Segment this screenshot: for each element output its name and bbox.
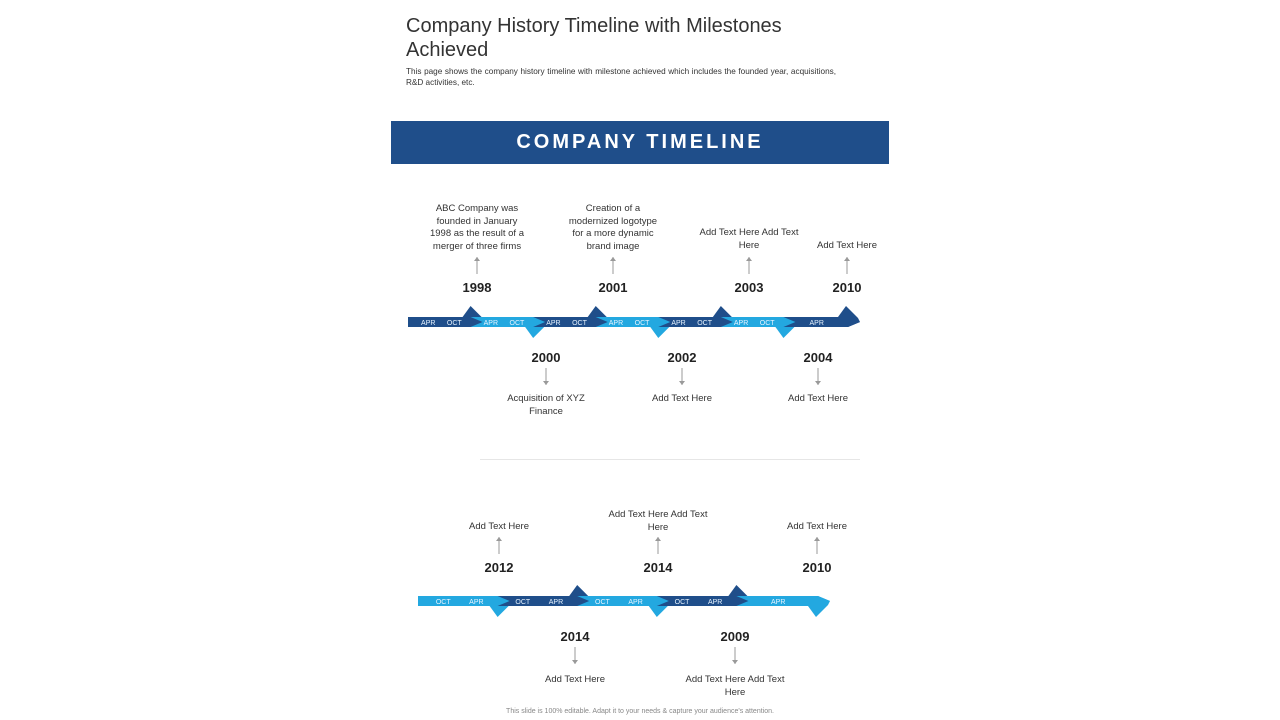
connector-arrowhead (543, 381, 549, 385)
connector-arrowhead (844, 257, 850, 261)
timeline-1-arrows (408, 306, 860, 338)
connector-arrowhead (746, 257, 752, 261)
timeline-1-month-label: OCT (446, 320, 462, 327)
milestone-year: 2000 (531, 350, 561, 365)
milestone-text: Add Text Here (787, 393, 849, 404)
milestone-text: Add Text Here (468, 521, 530, 532)
timeline-1-month-label: OCT (759, 320, 775, 327)
connector-arrowhead (814, 537, 820, 541)
timeline-1-month-label: APR (671, 320, 686, 327)
milestone-year: 1998 (462, 280, 492, 295)
timeline-1-month-label: APR (733, 320, 749, 327)
connector-arrowhead (655, 537, 661, 541)
milestone-text: Acquisition of XYZ Finance (507, 393, 585, 417)
timeline-2-month-label: OCT (515, 599, 531, 606)
timeline-2-month-label: APR (770, 599, 786, 606)
timeline-1-month-label: OCT (697, 320, 712, 327)
milestone-year: 2010 (802, 560, 832, 575)
timeline-2-month-label: APR (469, 599, 484, 606)
timeline-2-month-label: OCT (435, 599, 451, 606)
milestone-text: Creation of a modernized logotype for a more dynamic brand image (568, 203, 658, 252)
milestone-text: ABC Company was founded in January 1998 as the result of a merger of three firms (429, 203, 524, 252)
milestone-year: 2003 (734, 280, 764, 295)
timeline-1-month-label: OCT (572, 320, 587, 327)
connector-arrowhead (732, 660, 738, 664)
timeline-2-month-label: OCT (595, 599, 610, 606)
timeline-2-month-label: OCT (674, 599, 690, 606)
milestone-year: 2010 (832, 280, 862, 295)
milestone-text: Add Text Here (786, 521, 848, 532)
timeline-2-month-label: APR (628, 599, 643, 606)
connector-arrowhead (815, 381, 821, 385)
milestone-text: Add Text Here Add Text Here (685, 674, 785, 698)
section-divider (480, 459, 860, 460)
connector-arrowhead (679, 381, 685, 385)
footer-note: This slide is 100% editable. Adapt it to your needs & capture your audience's attention. (506, 708, 774, 715)
connector-arrowhead (572, 660, 578, 664)
timeline-1-month-label: OCT (509, 320, 525, 327)
milestone-text: Add Text Here (816, 240, 878, 251)
timeline-1-month-label: APR (421, 320, 436, 327)
milestone-year: 2004 (803, 350, 833, 365)
timeline-2-month-label: APR (548, 599, 564, 606)
milestone-year: 2012 (484, 560, 514, 575)
milestone-text: Add Text Here (651, 393, 713, 404)
timeline-2-arrows (418, 585, 830, 617)
page-subtitle: This page shows the company history timeline with milestone achieved which includes the founded year, acquisitions, R&D activities, etc. (406, 67, 836, 87)
milestone-year: 2014 (643, 560, 673, 575)
page-title: Company History Timeline with Milestones Achieved (406, 15, 782, 61)
timeline-2-month-label: APR (707, 599, 723, 606)
connector-arrowhead (610, 257, 616, 261)
milestone-text: Add Text Here (544, 674, 606, 685)
milestone-year: 2009 (720, 629, 750, 644)
timeline-1-month-label: APR (608, 320, 624, 327)
timeline-1-month-label: OCT (634, 320, 650, 327)
timeline-1-month-label: APR (809, 320, 824, 327)
milestone-year: 2002 (667, 350, 697, 365)
milestone-year: 2001 (598, 280, 628, 295)
banner-label: COMPANY TIMELINE (516, 131, 764, 153)
connector-arrowhead (496, 537, 502, 541)
milestone-year: 2014 (560, 629, 590, 644)
milestone-text: Add Text Here Add Text Here (608, 509, 708, 533)
milestone-text: Add Text Here Add Text Here (699, 227, 799, 251)
timeline-1-month-label: APR (546, 320, 561, 327)
timeline-1-month-label: APR (483, 320, 499, 327)
connector-arrowhead (474, 257, 480, 261)
